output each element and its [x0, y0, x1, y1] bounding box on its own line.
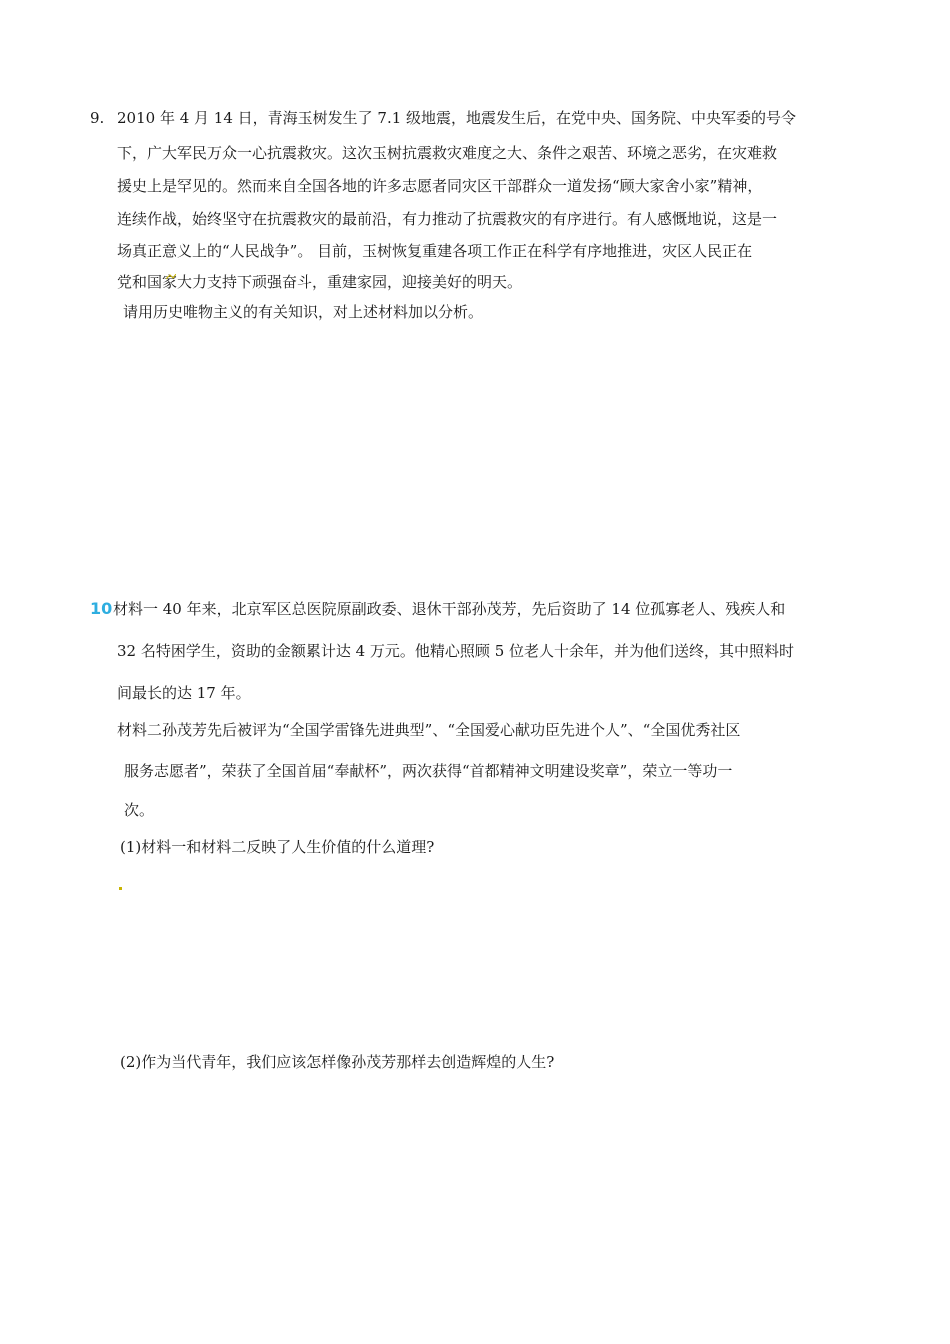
edit-mark-icon: [166, 274, 176, 280]
q10-material1-line-1: 材料一 40 年来，北京军区总医院原副政委、退休干部孙茂芳，先后资助了 14 位孤寡老人、残疾人和: [113, 600, 786, 618]
q10-material1-line-3: 间最长的达 17 年。: [117, 684, 251, 702]
q10-material2-line-3: 次。: [124, 801, 155, 819]
q9-line-6: 党和国家大力支持下顽强奋斗，重建家园，迎接美好的明天。: [117, 273, 523, 291]
q10-material2-line-2: 服务志愿者”，荣获了全国首届“奉献杯”，两次获得“首都精神文明建设奖章”，荣立一等功一: [124, 762, 733, 780]
q9-line-2: 下，广大军民万众一心抗震救灾。这次玉树抗震救灾难度之大、条件之艰苦、环境之恶劣，在灾难救: [117, 144, 778, 162]
q9-line-3: 援史上是罕见的。然而来自全国各地的许多志愿者同灾区干部群众一道发扬“顾大家舍小家”精神，: [117, 177, 763, 195]
question-number-9: 9.: [90, 109, 105, 127]
q9-line-5: 场真正意义上的“人民战争”。 目前，玉树恢复重建各项工作正在科学有序地推进，灾区人民正在: [117, 242, 753, 260]
q10-material1-line-2: 32 名特困学生，资助的金额累计达 4 万元。他精心照顾 5 位老人十余年，并为他们送终，其中照料时: [117, 642, 795, 660]
stray-dot: [119, 887, 122, 890]
q10-sub-question-2: (2)作为当代青年，我们应该怎样像孙茂芳那样去创造辉煌的人生?: [120, 1053, 555, 1071]
q10-material2-line-1: 材料二孙茂芳先后被评为“全国学雷锋先进典型”、“全国爱心献功臣先进个人”、“全国优秀社区: [117, 721, 741, 739]
q9-question: 请用历史唯物主义的有关知识，对上述材料加以分析。: [123, 303, 484, 321]
q9-line-1: 2010 年 4 月 14 日，青海玉树发生了 7.1 级地震，地震发生后，在党中央、国务院、中央军委的号令: [117, 109, 797, 127]
question-number-10: 10: [90, 599, 113, 618]
q9-line-4: 连续作战，始终坚守在抗震救灾的最前沿，有力推动了抗震救灾的有序进行。有人感慨地说，这是一: [117, 210, 778, 228]
q10-sub-question-1: (1)材料一和材料二反映了人生价值的什么道理?: [120, 838, 435, 856]
